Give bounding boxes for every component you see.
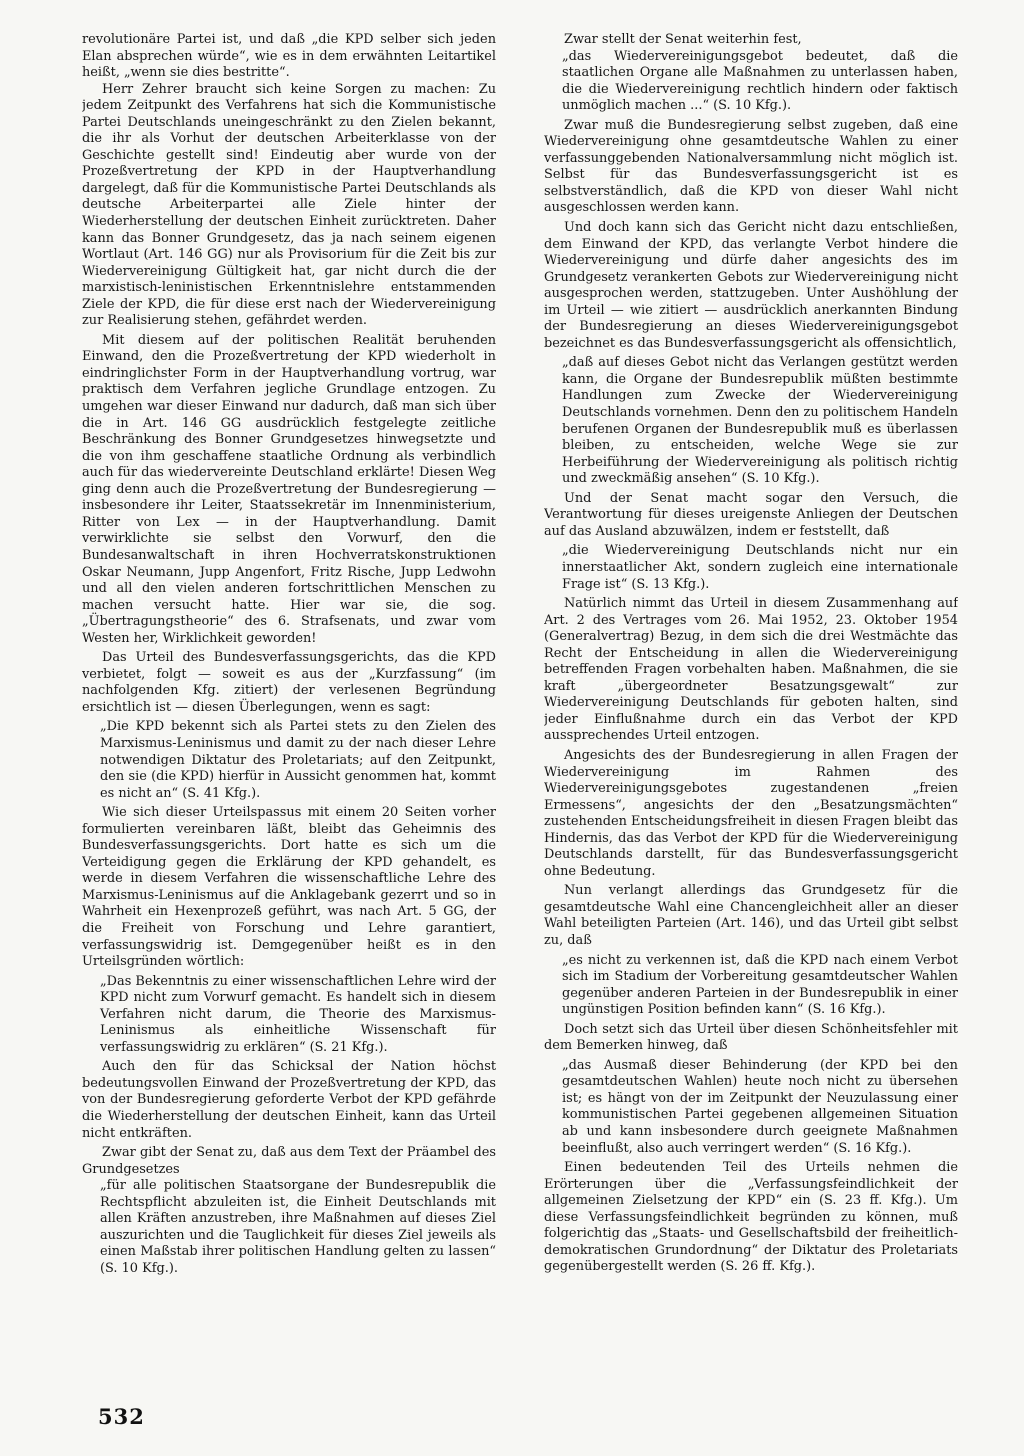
paragraph: Nun verlangt allerdings das Grundgesetz für die gesamtdeutsche Wahl eine Chancengleichheit aller an dieser Wahl beteiligten Parteien (Art. 146), und das Urteil gibt selbst zu, daß: [544, 883, 958, 948]
quotation: „Das Bekenntnis zu einer wissenschaftlichen Lehre wird der KPD nicht zum Vorwurf gemacht. Es handelt sich in diesem Verfahren nicht darum, die Theorie des Marxismus-Leninismus als einheitliche Wissenschaft für verfassungswidrig zu erklären“ (S. 21 Kfg.).: [100, 973, 496, 1055]
quotation: „für alle politischen Staatsorgane der Bundesrepublik die Rechtspflicht abzuleiten ist, die Einheit Deutschlands mit allen Kräften anzustreben, ihre Maßnahmen auf dieses Ziel auszurichten und die Tauglichkeit für dieses Ziel jeweils als einen Maßstab ihrer politischen Handlung gelten zu lassen“ (S. 10 Kfg.).: [100, 1178, 496, 1276]
quotation: „daß auf dieses Gebot nicht das Verlangen gestützt werden kann, die Organe der Bundesrepublik müßten bestimmte Handlungen zum Zwecke der Wiedervereinigung Deutschlands vornehmen. Denn den zu politischem Handeln berufenen Organen der Bundesrepublik muß es überlassen bleiben, zu entscheiden, welche Wege sie zur Herbeiführung der Wiedervereinigung als politisch richtig und zweckmäßig ansehen“ (S. 10 Kfg.).: [562, 355, 958, 487]
paragraph: Das Urteil des Bundesverfassungsgerichts, das die KPD verbietet, folgt — soweit es aus der „Kurzfassung“ (im nachfolgenden Kfg. zitiert) der verlesenen Begründung ersichtlich ist — diesen Überlegungen, wenn es sagt:: [82, 650, 496, 715]
page-number: 532: [98, 1404, 145, 1429]
quotation: „das Ausmaß dieser Behinderung (der KPD bei den gesamtdeutschen Wahlen) heute noch nicht zu übersehen ist; es hängt von der im Zeitpunkt der Neuzulassung einer kommunistischen Partei gegebenen allgemeinen Situation ab und kann insbesondere durch geeignete Maßnahmen beeinflußt, also auch verringert werden“ (S. 16 Kfg.).: [562, 1057, 958, 1156]
paragraph: Doch setzt sich das Urteil über diesen Schönheitsfehler mit dem Bemerken hinweg, daß: [544, 1021, 958, 1054]
quotation: „das Wiedervereinigungsgebot bedeutet, daß die staatlichen Organe alle Maßnahmen zu unterlassen haben, die die Wiedervereinigung rechtlich hindern oder faktisch unmöglich machen ...“ (S. 10 Kfg.).: [562, 48, 958, 114]
paragraph: revolutionäre Partei ist, und daß „die KPD selber sich jeden Elan absprechen würde“, wie es in dem erwähnten Leitartikel heißt, „wenn sie dies bestritte“.: [82, 32, 496, 81]
quotation: „die Wiedervereinigung Deutschlands nicht nur ein innerstaatlicher Akt, sondern zugleich eine internationale Frage ist“ (S. 13 Kfg.).: [562, 543, 958, 592]
quotation: „es nicht zu verkennen ist, daß die KPD nach einem Verbot sich im Stadium der Vorbereitung gesamtdeutscher Wahlen gegenüber anderen Parteien in der Bundesrepublik in einer ungünstigen Position befinden kann“ (S. 16 Kfg.).: [562, 952, 958, 1018]
right-column: [544, 32, 958, 1372]
paragraph: Auch den für das Schicksal der Nation höchst bedeutungsvollen Einwand der Prozeßvertretung der KPD, das von der Bundesregierung geforderte Verbot der KPD gefährde die Wiederherstellung der deutschen Einheit, kann das Urteil nicht entkräften.: [82, 1059, 496, 1141]
paragraph: Und doch kann sich das Gericht nicht dazu entschließen, dem Einwand der KPD, das verlangte Verbot hindere die Wiedervereinigung und dürfe daher angesichts des im Grundgesetz verankerten Gebots zur Wiedervereinigung nicht ausgesprochen werden, stattzugeben. Unter Aushöhlung der im Urteil — wie zitiert — ausdrücklich anerkannten Bindung der Bundesregierung an dieses Wiedervereinigungsgebot bezeichnet es das Bundesverfassungsgericht als offensichtlich,: [544, 220, 958, 351]
paragraph: Herr Zehrer braucht sich keine Sorgen zu machen: Zu jedem Zeitpunkt des Verfahrens hat sich die Kommunistische Partei Deutschlands uneingeschränkt zu den Zielen bekannt, die ihr als Vorhut der deutschen Arbeiterklasse von der Geschichte gestellt sind! Eindeutig aber wurde von der Prozeßvertretung der KPD in der Hauptverhandlung dargelegt, daß für die Kommunistische Partei Deutschlands als deutsche Arbeiterpartei alle Ziele hinter der Wiederherstellung der deutschen Einheit zurücktreten. Daher kann das Bonner Grundgesetz, das ja nach seinem eigenen Wortlaut (Art. 146 GG) nur als Provisorium für die Zeit bis zur Wiedervereinigung Gültigkeit hat, gar nicht durch die der marxistisch-leninistischen Erkenntnislehre entstammenden Ziele der KPD, die für diese erst nach der Wiedervereinigung zur Realisierung stehen, gefährdet werden.: [82, 81, 496, 329]
paragraph: Zwar stellt der Senat weiterhin fest,: [564, 32, 802, 47]
paragraph: Mit diesem auf der politischen Realität beruhenden Einwand, den die Prozeßvertretung der KPD wiederholt in eindringlichster Form in der Hauptverhandlung vortrug, war praktisch dem Verfahren jegliche Grundlage entzogen. Zu umgehen war dieser Einwand nur dadurch, daß man sich über die in Art. 146 GG ausdrücklich festgelegte zeitliche Beschränkung des Bonner Grundgesetzes hinwegsetzte und die von ihm geschaffene staatliche Ordnung als verbindlich auch für das wiedervereinte Deutschland erklärte! Diesen Weg ging denn auch die Prozeßvertretung der Bundesregierung — insbesondere ihr Leiter, Staatssekretär im Innenministerium, Ritter von Lex — in der Hauptverhandlung. Damit verwirklichte sie selbst den Vorwurf, den die Bundesanwaltschaft in ihren Hochverratskonstruktionen Oskar Neumann, Jupp Angenfort, Fritz Rische, Jupp Ledwohn und all den vielen anderen fortschrittlichen Menschen zu machen versucht hatte. Hier war sie, die sog. „Übertragungstheorie“ des 6. Strafsenats, und zwar vom Westen her, Wirklichkeit geworden!: [82, 332, 496, 646]
left-column: [82, 32, 496, 1372]
paragraph: Wie sich dieser Urteilspassus mit einem 20 Seiten vorher formulierten vereinbaren läßt, bleibt das Geheimnis des Bundesverfassungsgerichts. Dort hatte es sich um die Verteidigung gegen die Erklärung der KPD gehandelt, es werde in diesem Verfahren die wissenschaftliche Lehre des Marxismus-Leninismus auf die Anklagebank gezerrt und so in Wahrheit ein Hexenprozeß geführt, was nach Art. 5 GG, der die Freiheit von Forschung und Lehre garantiert, verfassungswidrig ist. Demgegenüber heißt es in den Urteilsgründen wörtlich:: [82, 805, 496, 970]
paragraph: Natürlich nimmt das Urteil in diesem Zusammenhang auf Art. 2 des Vertrages vom 26. Mai 1952, 23. Oktober 1954 (Generalvertrag) Bezug, in dem sich die drei Westmächte das Recht der Entscheidung in allen die Wiedervereinigung betreffenden Fragen vorbehalten haben. Maßnahmen, die sie kraft „übergeordneter Besatzungsgewalt“ zur Wiedervereinigung Deutschlands für geboten halten, sind jeder Einflußnahme durch ein das Verbot der KPD aussprechendes Urteil entzogen.: [544, 596, 958, 744]
paragraph: Zwar muß die Bundesregierung selbst zugeben, daß eine Wiedervereinigung ohne gesamtdeutsche Wahlen zu einer verfassunggebenden Nationalversammlung nicht möglich ist. Selbst für das Bundesverfassungsgericht ist es selbstverständlich, daß die KPD von dieser Wahl nicht ausgeschlossen werden kann.: [544, 117, 958, 216]
paragraph: Und der Senat macht sogar den Versuch, die Verantwortung für dieses ureigenste Anliegen der Deutschen auf das Ausland abzuwälzen, indem er feststellt, daß: [544, 490, 958, 539]
paragraph: Einen bedeutenden Teil des Urteils nehmen die Erörterungen über die „Verfassungsfeindlichkeit der allgemeinen Zielsetzung der KPD“ ein (S. 23 ff. Kfg.). Um diese Verfassungsfeindlichkeit begründen zu können, muß folgerichtig das „Staats- und Gesellschaftsbild der freiheitlich-demokratischen Grundordnung“ der Diktatur des Proletariats gegenübergestellt werden (S. 26 ff. Kfg.).: [544, 1160, 958, 1275]
quotation: „Die KPD bekennt sich als Partei stets zu den Zielen des Marxismus-Leninismus und damit zu der nach dieser Lehre notwendigen Diktatur des Proletariats; auf den Zeitpunkt, den sie (die KPD) hierfür in Aussicht genommen hat, kommt es nicht an“ (S. 41 Kfg.).: [100, 719, 496, 801]
paragraph: Zwar gibt der Senat zu, daß aus dem Text der Präambel des Grundgesetzes: [82, 1145, 496, 1177]
paragraph: Angesichts des der Bundesregierung in allen Fragen der Wiedervereinigung im Rahmen des Wiedervereinigungsgebotes zugestandenen „freien Ermessens“, angesichts der den „Besatzungsmächten“ zustehenden Entscheidungsfreiheit in diesen Fragen bleibt das Hindernis, das das Verbot der KPD für die Wiedervereinigung Deutschlands darstellt, für das Bundesverfassungsgericht ohne Bedeutung.: [544, 747, 958, 879]
